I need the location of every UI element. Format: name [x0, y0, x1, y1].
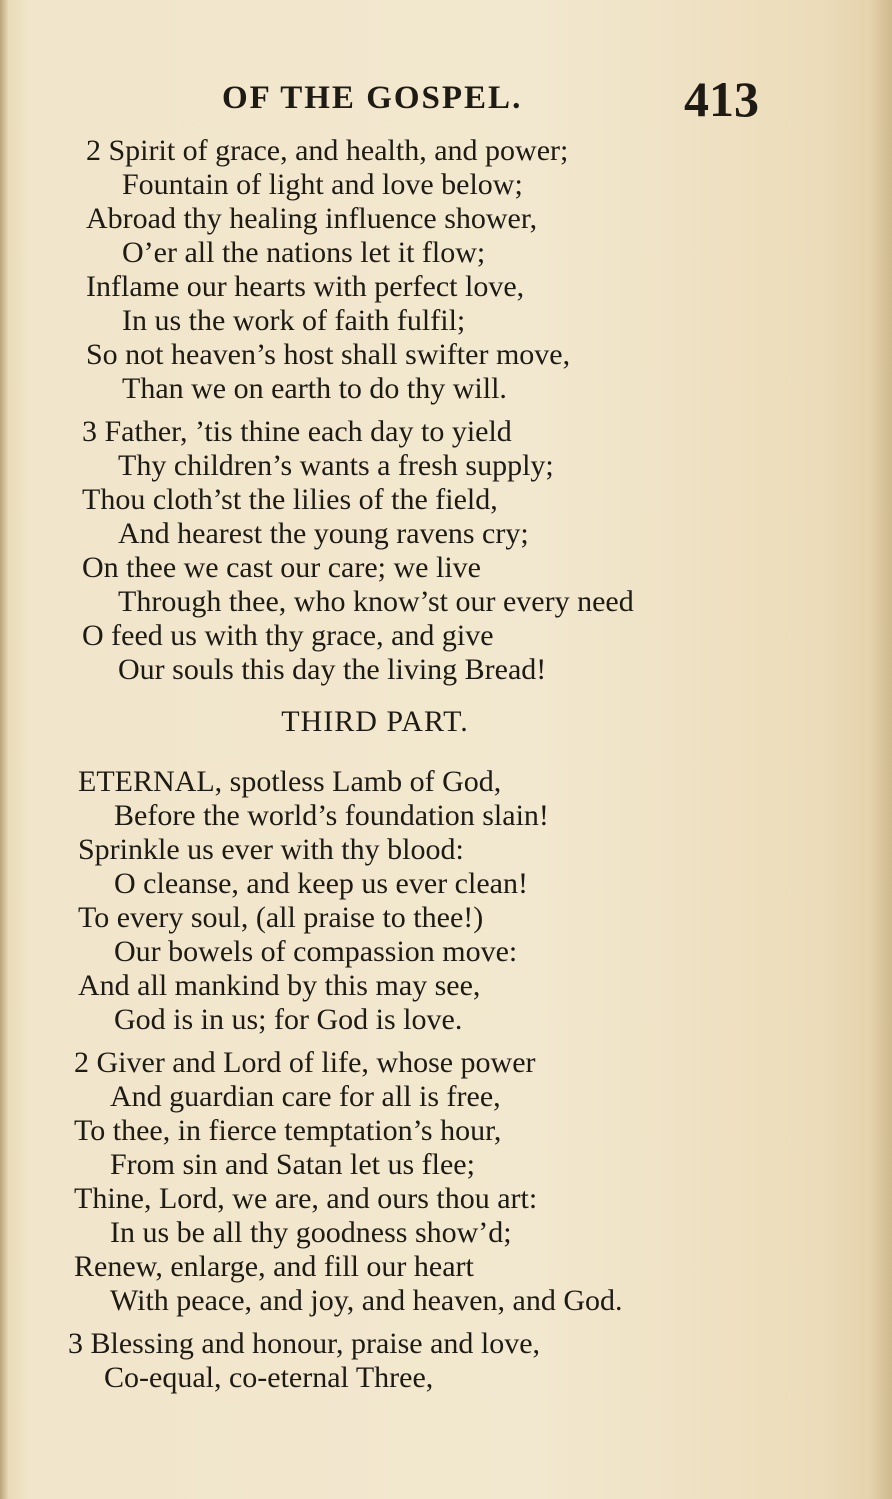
verse-line: And all mankind by this may see, [78, 969, 481, 1002]
verse-line: Our bowels of compassion move: [114, 935, 518, 968]
verse-line: Co-equal, co-eternal Three, [104, 1361, 434, 1394]
verse-line: 3 Father, ’tis thine each day to yield [82, 415, 512, 448]
verse-line: Before the world’s foundation slain! [114, 799, 549, 832]
verse-line: 2 Spirit of grace, and health, and power; [86, 134, 569, 167]
stanza-1-part-3 [60, 765, 860, 1037]
verse-line: In us be all thy goodness show’d; [110, 1216, 512, 1249]
stanza-2-part-3 [60, 1046, 860, 1318]
page-number: 413 [684, 71, 759, 127]
section-title: THIRD PART. [281, 705, 469, 738]
verse-line: O feed us with thy grace, and give [82, 619, 494, 652]
verse-line: Thy children’s wants a fresh supply; [118, 449, 554, 482]
verse-line: God is in us; for God is love. [114, 1003, 463, 1036]
page-edge-shadow [870, 0, 892, 1499]
verse-line: O cleanse, and keep us ever clean! [114, 867, 528, 900]
verse-line: And guardian care for all is free, [110, 1080, 501, 1113]
verse-line: Abroad thy healing influence shower, [86, 202, 538, 235]
verse-line: To thee, in fierce temptation’s hour, [74, 1114, 502, 1147]
verse-line: Than we on earth to do thy will. [122, 372, 507, 405]
stanza-3-part-3 [60, 1327, 860, 1395]
hymn-text [60, 134, 860, 1404]
verse-line: In us the work of faith fulfil; [122, 304, 466, 337]
verse-line: Thou cloth’st the lilies of the field, [82, 483, 498, 516]
verse-line: To every soul, (all praise to thee!) [78, 901, 484, 934]
verse-line: Inflame our hearts with perfect love, [86, 270, 525, 303]
stanza-3-part-2 [60, 415, 860, 687]
verse-line: Through thee, who know’st our every need [118, 585, 634, 618]
verse-line: Renew, enlarge, and fill our heart [74, 1250, 474, 1283]
verse-line: 2 Giver and Lord of life, whose power [74, 1046, 536, 1079]
verse-line: So not heaven’s host shall swifter move, [86, 338, 571, 371]
verse-line: Thine, Lord, we are, and ours thou art: [74, 1182, 538, 1215]
verse-line: Fountain of light and love below; [122, 168, 523, 201]
verse-line: 3 Blessing and honour, praise and love, [68, 1327, 541, 1360]
verse-line: Sprinkle us ever with thy blood: [78, 833, 464, 866]
verse-line: And hearest the young ravens cry; [118, 517, 529, 550]
verse-line: With peace, and joy, and heaven, and God. [110, 1284, 623, 1317]
page-header [0, 70, 892, 130]
verse-line: O’er all the nations let it flow; [122, 236, 486, 269]
stanza-2-part-2 [60, 134, 860, 406]
running-head: OF THE GOSPEL. [222, 80, 523, 116]
verse-line: Our souls this day the living Bread! [118, 653, 547, 686]
verse-line: ETERNAL, spotless Lamb of God, [78, 765, 502, 798]
page-spine-shadow [0, 0, 8, 1499]
verse-line: On thee we cast our care; we live [82, 551, 481, 584]
verse-line: From sin and Satan let us flee; [110, 1148, 475, 1181]
